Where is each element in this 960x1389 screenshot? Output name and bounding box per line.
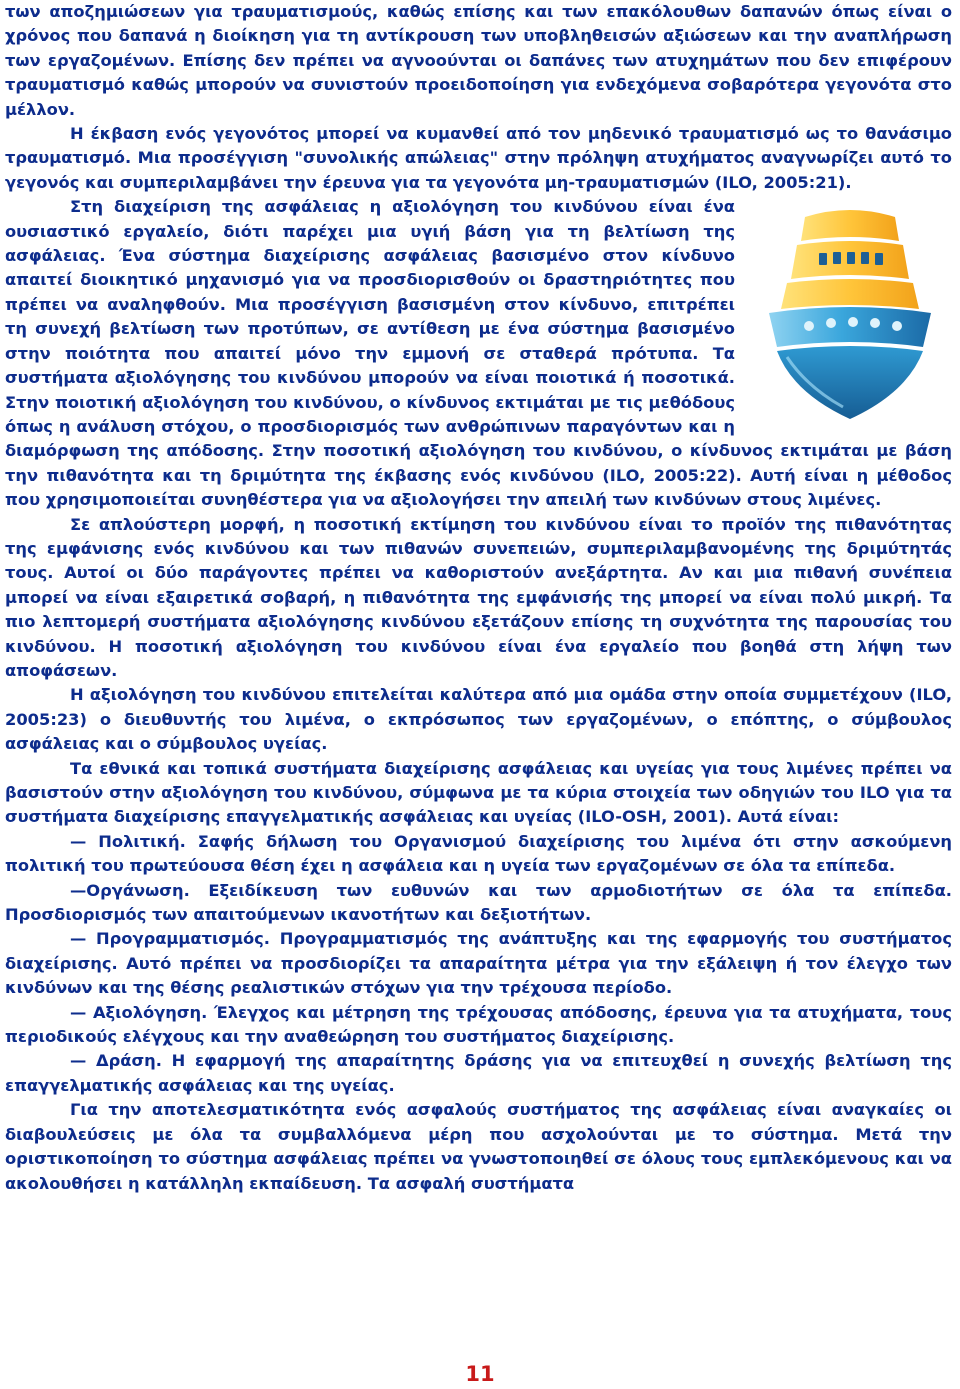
paragraph-risk-assessment-text: Στη διαχείριση της ασφάλειας η αξιολόγηση του κινδύνου είναι ένα ουσιαστικό εργαλείο, διότι παρέχει μια υγιή βάση για τη βελτίωση της ασφάλειας. Ένα σύστημα διαχείρισης ασφάλειας βασισμένο στον κίνδυνο απαιτεί διοικητικό μηχανισμό για να προσδιορισθούν οι δραστηριότητες που πρέπει να αναληφθούν. Μια προσέγγιση βασισμένη στον κίνδυνο, επιτρέπει τη συνεχή βελτίωση των προτύπων, σε αντίθεση με ένα σύστημα βασισμένο στην ποιότητα που απαιτεί μόνο την εμμονή σε σταθερά πρότυπα. Τα συστήματα αξιολόγησης του κινδύνου μπορούν να είναι ποιοτικά ή ποσοτικά. Στην ποιοτική αξιολόγηση του κινδύνου, ο κίνδυνος εκτιμάται με τις μεθόδους όπως η ανάλυση στόχου, ο προσδιορισμός των ανθρώπινων παραγόντων και η διαμόρφωση της απόδοσης. Στην ποσοτική αξιολόγηση του κινδύνου, ο κίνδυνος εκτιμάται με βάση την πιθανότητα και τη δριμύτητα της έκβασης ενός κινδύνου (ILO, 2005:22). Αυτή είναι η μέθοδος που χρησιμοποιείται συνηθέστερα για να αξιολογήσει την απειλή των κινδύνων στους λιμένες. [5, 197, 952, 510]
paragraph-national-systems: Τα εθνικά και τοπικά συστήματα διαχείρισης ασφάλειας και υγείας για τους λιμένες πρέπει να βασιστούν στην αξιολόγηση του κινδύνου, σύμφωνα με τα κύρια στοιχεία των οδηγιών του ILO για τα συστήματα διαχείρισης επαγγελματικής ασφάλειας και υγείας (ILO-OSH, 2001). Αυτά είναι: [5, 758, 952, 827]
paragraph-continuation: των αποζημιώσεων για τραυματισμούς, καθώς επίσης και των επακόλουθων δαπανών όπως είναι ο χρόνος που δαπανά η διοίκηση για τη αντίκρουση των υποβληθεισών αξιώσεων και την αναπλήρωση των εργαζομένων. Επίσης δεν πρέπει να αγνοούνται οι δαπάνες των ατυχημάτων που δεν επιφέρουν τραυματισμό καθώς μπορούν να συνιστούν προειδοποίηση για ενδεχόμενα σοβαρότερα γεγονότα στο μέλλον. [5, 2, 952, 119]
ship-bow-illustration-icon [747, 197, 952, 425]
superstructure-lower [781, 279, 919, 309]
paragraph-quantitative-estimate: Σε απλούστερη μορφή, η ποσοτική εκτίμηση του κινδύνου είναι το προϊόν της πιθανότητας της εμφάνισης ενός κινδύνου και των πιθανών συνεπειών, συμπεριλαμβανομένης της δριμύτητάς τους. Αυτοί οι δύο παράγοντες πρέπει να καθοριστούν ανεξάρτητα. Αν και μια πιθανή συνέπεια μπορεί να είναι εξαιρετικά σοβαρή, η πιθανότητα της εμφάνισής της μπορεί να είναι πολύ μικρή. Τα πιο λεπτομερή συστήματα αξιολόγησης κινδύνου εξετάζουν επίσης τη συχνότητα της παρουσίας του κινδύνου. Η ποσοτική αξιολόγηση του κινδύνου είναι ένα εργαλείο που βοηθά στη λήψη των αποφάσεων. [5, 514, 952, 680]
list-item-organisation: —Οργάνωση. Εξειδίκευση των ευθυνών και των αρμοδιοτήτων σε όλα τα επίπεδα. Προσδιορισμός των απαιτούμενων ικανοτήτων και δεξιοτήτων. [5, 880, 952, 925]
paragraph-assessment-team: Η αξιολόγηση του κινδύνου επιτελείται καλύτερα από μια ομάδα στην οποία συμμετέχουν (ILO, 2005:23) ο διευθυντής του λιμένα, ο εκπρόσωπος των εργαζομένων, ο επόπτης, ο σύμβουλος ασφάλειας και ο σύμβουλος υγείας. [5, 685, 952, 754]
list-item-policy: — Πολιτική. Σαφής δήλωση του Οργανισμού διαχείρισης του λιμένα ότι στην ασκούμενη πολιτική του πρωτεύουσα θέση έχει η ασφάλεια και η υγεία των εργαζομένων σε όλα τα επίπεδα. [5, 831, 952, 876]
list-item-evaluation: — Αξιολόγηση. Έλεγχος και μέτρηση της τρέχουσας απόδοσης, έρευνα για τα ατυχήματα, τους περιοδικούς ελέγχους και την αναθεώρηση του συστήματος διαχείρισης. [5, 1002, 952, 1047]
paragraph-consultation: Για την αποτελεσματικότητα ενός ασφαλούς συστήματος της ασφάλειας είναι αναγκαίες οι διαβουλεύσεις με όλα τα συμβαλλόμενα μέρη που ασχολούνται με το σύστημα. Μετά την οριστικοποίηση το σύστημα ασφάλειας πρέπει να γνωστοποιηθεί σε όλους τους εμπλεκόμενους και να ακολουθήσει η κατάλληλη εκπαίδευση. Τα ασφαλή συστήματα [5, 1100, 952, 1193]
paragraph-event-outcome: Η έκβαση ενός γεγονότος μπορεί να κυμανθεί από τον μηδενικό τραυματισμό ως το θανάσιμο τραυματισμό. Μια προσέγγιση "συνολικής απώλειας" στην πρόληψη ατυχήματος αναγνωρίζει αυτό το γεγονός και συμπεριλαμβάνει την έρευνα για τα γεγονότα μη-τραυματισμών (ILO, 2005:21). [5, 124, 952, 192]
hull-upper [769, 307, 931, 347]
hull-lower [777, 346, 923, 419]
list-item-planning: — Προγραμματισμός. Προγραμματισμός της ανάπτυξης και της εφαρμογής του συστήματος διαχείρισης. Αυτό πρέπει να προσδιορίζει τα απαραίτητα μέτρα για την εξάλειψη ή τον έλεγχο των κινδύνων και της θέσης ρεαλιστικών στόχων για την τρέχουσα περίοδο. [5, 929, 952, 998]
page-number: 11 [465, 1362, 495, 1386]
paragraph-risk-assessment-intro [5, 195, 952, 512]
superstructure-top [801, 210, 899, 241]
list-item-action: — Δράση. Η εφαρμογή της απαραίτητης δράσης για να επιτευχθεί η συνεχής βελτίωση της επαγγελματικής ασφάλειας και της υγείας. [5, 1051, 952, 1095]
